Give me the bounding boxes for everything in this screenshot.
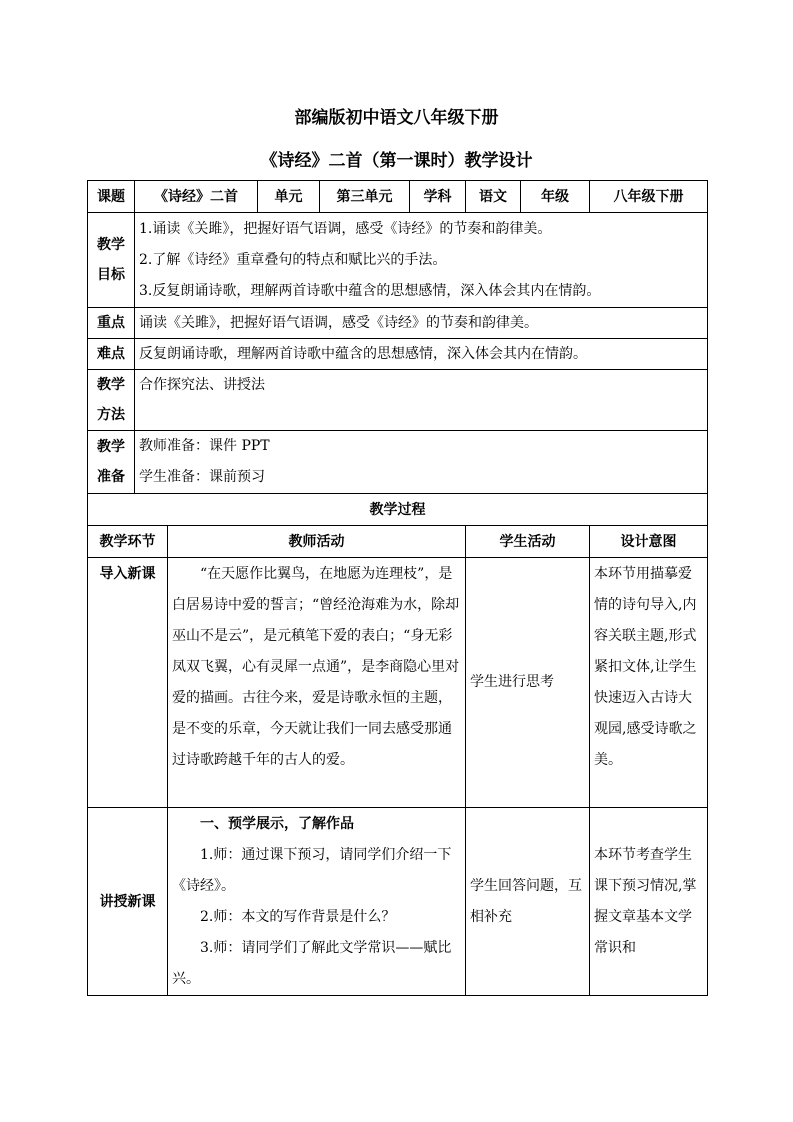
- prep-student: 学生准备：课前预习: [139, 469, 265, 485]
- stage-header: 教学环节: [88, 526, 168, 558]
- intro-stage: 导入新课: [88, 558, 168, 808]
- teach-stage: 讲授新课: [88, 808, 168, 996]
- unit-value: 第三单元: [320, 181, 410, 213]
- objectives-row: [88, 213, 708, 308]
- teach-design-intent: 本环节考查学生课下预习情况,掌握文章基本文学常识和: [590, 808, 708, 996]
- intro-design-intent: 本环节用描摹爱情的诗句导入,内容关联主题,形式紧扣文体,让学生快速迈入古诗大观园,感受诗歌之美。: [590, 558, 708, 808]
- subject-label: 学科: [410, 181, 466, 213]
- intro-student-activity: 学生进行思考: [466, 558, 590, 808]
- teacher-activity-header: 教师活动: [168, 526, 466, 558]
- difficulty-text: 反复朗诵诗歌，理解两首诗歌中蕴含的思想感情，深入体会其内在情韵。: [135, 339, 708, 370]
- subject-value: 语文: [466, 181, 521, 213]
- teach-item: 1.师：通过课下预习，请同学们介绍一下《诗经》。: [172, 847, 452, 894]
- process-heading-row: [88, 494, 708, 526]
- intro-row: [88, 558, 708, 808]
- unit-label: 单元: [258, 181, 320, 213]
- difficulty-label: 难点: [88, 339, 135, 370]
- grade-value: 八年级下册: [590, 181, 708, 213]
- info-row: [88, 181, 708, 213]
- document-subtitle: 《诗经》二首（第一课时）教学设计: [260, 151, 533, 171]
- teach-teacher-activity: [168, 808, 466, 996]
- document-title: 部编版初中语文八年级下册: [294, 108, 499, 128]
- process-header-row: [88, 526, 708, 558]
- prep-teacher: 教师准备：课件 PPT: [139, 438, 270, 454]
- lesson-plan-table: [87, 180, 708, 996]
- student-activity-header: 学生活动: [466, 526, 590, 558]
- design-intent-header: 设计意图: [590, 526, 708, 558]
- objective-item: 1.诵读《关雎》，把握好语气语调，感受《诗经》的节奏和韵律美。: [139, 220, 552, 237]
- method-row: [88, 370, 708, 431]
- process-heading: 教学过程: [88, 494, 708, 526]
- method-text: 合作探究法、讲授法: [135, 370, 708, 431]
- difficulty-row: [88, 339, 708, 370]
- key-point-label: 重点: [88, 308, 135, 339]
- teach-item: 2.师：本文的写作背景是什么？: [200, 909, 396, 925]
- teach-row: [88, 808, 708, 996]
- teach-item: 3.师：请同学们了解此文学常识——赋比兴。: [172, 940, 452, 987]
- prep-row: [88, 431, 708, 494]
- prep-text: [135, 431, 708, 494]
- key-point-row: [88, 308, 708, 339]
- intro-teacher-activity: “在天愿作比翼鸟，在地愿为连理枝”，是白居易诗中爱的誓言；“曾经沧海难为水，除却巫山不是云”，是元稹笔下爱的表白；“身无彩凤双飞翼，心有灵犀一点通”，是李商隐心里对爱的描画。古往今来，爱是诗歌永恒的主题，是不变的乐章，今天就让我们一同去感受那通过诗歌跨越千年的古人的爱。: [168, 558, 466, 808]
- teach-section-title: 一、预学展示，了解作品: [200, 816, 354, 832]
- objectives-list: [135, 213, 708, 308]
- topic-value: 《诗经》二首: [135, 181, 258, 213]
- teach-student-activity: 学生回答问题，互相补充: [466, 808, 590, 996]
- objectives-label: 教学 目标: [88, 213, 135, 308]
- grade-label: 年级: [521, 181, 590, 213]
- objective-item: 3.反复朗诵诗歌，理解两首诗歌中蕴含的思想感情，深入体会其内在情韵。: [139, 282, 601, 299]
- prep-label: 教学 准备: [88, 431, 135, 494]
- topic-label: 课题: [88, 181, 135, 213]
- objective-item: 2.了解《诗经》重章叠句的特点和赋比兴的手法。: [139, 251, 447, 268]
- method-label: 教学 方法: [88, 370, 135, 431]
- key-point-text: 诵读《关雎》，把握好语气语调，感受《诗经》的节奏和韵律美。: [135, 308, 708, 339]
